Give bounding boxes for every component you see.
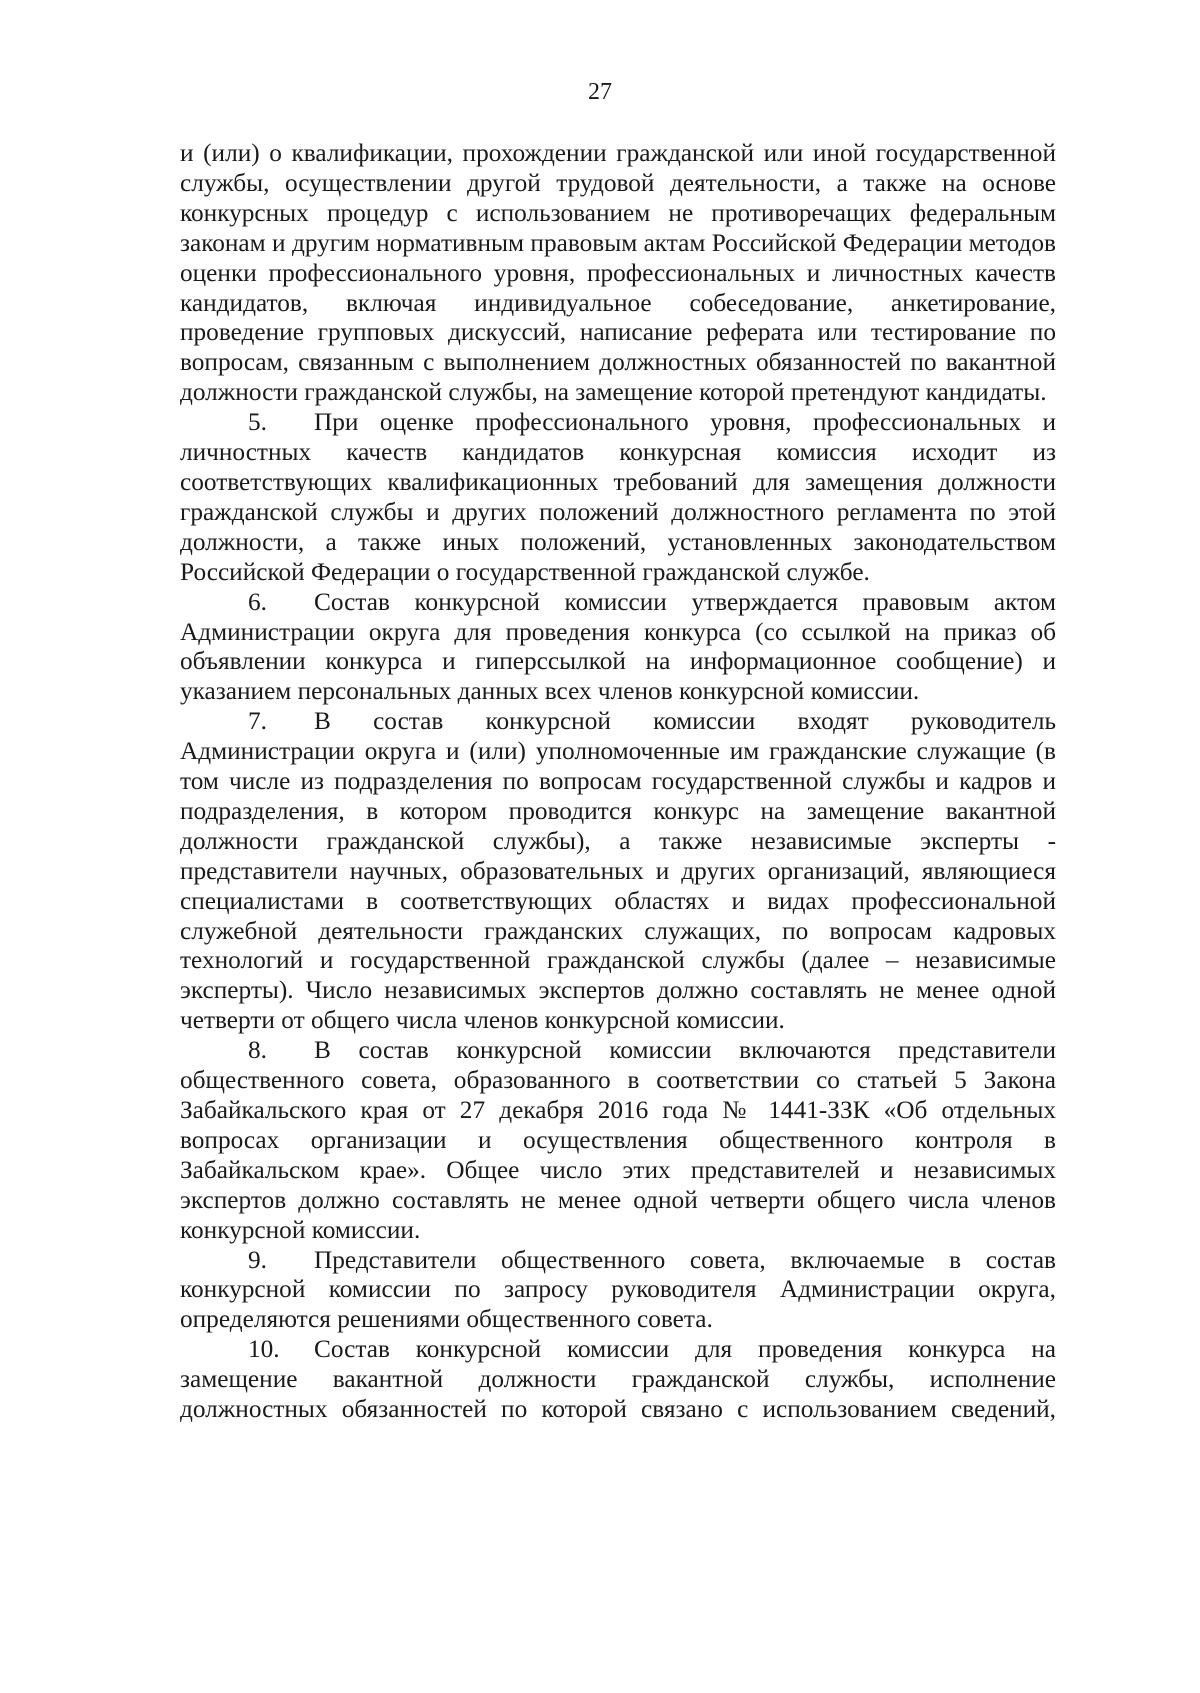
paragraph-9 (180, 1246, 1056, 1336)
paragraph-text: Состав конкурсной комиссии утверждается правовым актом Администрации округа для проведения конкурса (со ссылкой на приказ об объявлении конкурса и гиперссылкой на информационное сообщение) и указанием персональных данных всех членов конкурсной комиссии. (180, 587, 1056, 706)
paragraph-6 (180, 588, 1056, 708)
paragraph-text: В состав конкурсной комиссии входят руководитель Администрации округа и (или) уполномоченные им гражданские служащие (в том числе из подразделения по вопросам государственной службы и кадров и подразделения, в котором проводится конкурс на замещение вакантной должности гражданской службы), а также независимые эксперты - представители научных, образовательных и других организаций, являющиеся специалистами в соответствующих областях и видах профессиональной служебной деятельности гражданских служащих, по вопросам кадровых технологий и государственной гражданской службы (далее – независимые эксперты). Число независимых экспертов должно составлять не менее одной четверти от общего числа членов конкурсной комиссии. (180, 707, 1056, 1035)
paragraph-number: 10. (248, 1335, 280, 1364)
paragraph-number: 8. (248, 1036, 267, 1065)
paragraph-number: 7. (248, 707, 267, 736)
paragraph-5 (180, 408, 1056, 587)
paragraph-8 (180, 1036, 1056, 1245)
paragraph-10 (180, 1335, 1056, 1425)
paragraph-number: 5. (248, 408, 267, 437)
paragraph-text: Состав конкурсной комиссии для проведения конкурса на замещение вакантной должности гражданской службы, исполнение должностных обязанностей по которой связано с использованием сведений, (180, 1335, 1056, 1424)
paragraph-number: 6. (248, 587, 267, 616)
paragraph-number: 9. (248, 1245, 267, 1274)
paragraph-7 (180, 707, 1056, 1036)
paragraph-text: Представители общественного совета, включаемые в состав конкурсной комиссии по запросу руководителя Администрации округа, определяются решениями общественного совета. (180, 1245, 1056, 1334)
document-body (180, 139, 1056, 1425)
paragraph-text: При оценке профессионального уровня, профессиональных и личностных качеств кандидатов конкурсная комиссия исходит из соответствующих квалификационных требований для замещения должности гражданской службы и других положений должностного регламента по этой должности, а также иных положений, установленных законодательством Российской Федерации о государственной гражданской службе. (180, 408, 1056, 586)
paragraph-continuation (180, 139, 1056, 408)
page-number: 27 (588, 79, 612, 105)
paragraph-text: и (или) о квалификации, прохождении гражданской или иной государственной службы, осуществлении другой трудовой деятельности, а также на основе конкурсных процедур с использованием не противоречащих федеральным законам и другим нормативным правовым актам Российской Федерации методов оценки профессионального уровня, профессиональных и личностных качеств кандидатов, включая индивидуальное собеседование, анкетирование, проведение групповых дискуссий, написание реферата или тестирование по вопросам, связанным с выполнением должностных обязанностей по вакантной должности гражданской службы, на замещение которой претендуют кандидаты. (180, 139, 1056, 407)
paragraph-text: В состав конкурсной комиссии включаются представители общественного совета, образованного в соответствии со статьей 5 Закона Забайкальского края от 27 декабря 2016 года № 1441-ЗЗК «Об отдельных вопросах организации и осуществления общественного контроля в Забайкальском крае». Общее число этих представителей и независимых экспертов должно составлять не менее одной четверти общего числа членов конкурсной комиссии. (180, 1036, 1056, 1244)
